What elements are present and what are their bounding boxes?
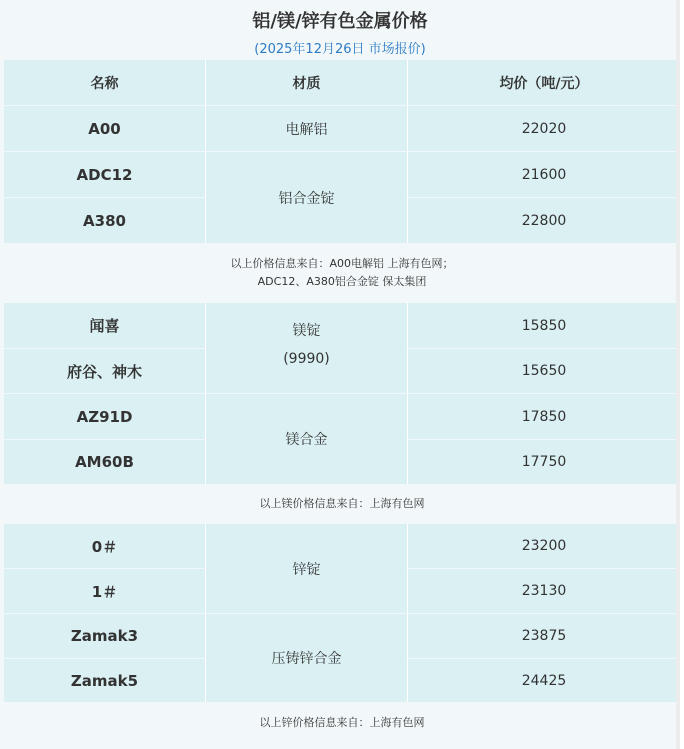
merged-material-cell: 压铸锌合金	[206, 614, 407, 702]
row-name: AZ91D	[76, 407, 133, 426]
divider	[407, 569, 408, 613]
note-line: ADC12、A380铝合金锭 保太集团	[257, 275, 427, 288]
row-name: 0＃	[91, 537, 118, 556]
divider	[407, 394, 408, 439]
source-note: 以上镁价格信息来自：上海有色网	[4, 485, 680, 523]
merged-material-cell: 铝合金锭	[206, 152, 407, 243]
source-note: 以上锌价格信息来自：上海有色网	[4, 703, 680, 743]
row-price: 15850	[521, 317, 567, 334]
row-price: 22800	[521, 212, 567, 229]
row-price: 24425	[521, 672, 567, 689]
source-note	[4, 244, 680, 302]
row-name: 1＃	[91, 582, 118, 601]
row-price: 23130	[521, 583, 567, 599]
row-price: 17850	[521, 408, 567, 425]
divider	[407, 198, 408, 243]
row-name: AM60B	[75, 453, 134, 471]
row-price: 15650	[521, 363, 567, 379]
divider	[407, 60, 408, 105]
row-name: ADC12	[76, 165, 133, 184]
divider	[407, 524, 408, 568]
material-line: 镁锭	[292, 323, 321, 339]
divider	[407, 440, 408, 484]
row-price: 17750	[521, 454, 567, 470]
divider	[407, 614, 408, 658]
scrollbar-track[interactable]	[676, 0, 680, 749]
material-line: (9990)	[283, 351, 330, 367]
divider	[407, 106, 408, 151]
divider	[205, 60, 206, 105]
header-name: 名称	[90, 75, 119, 92]
page-title: 铝/镁/锌有色金属价格	[252, 11, 428, 32]
note-line: 以上价格信息来自：A00电解铝 上海有色网；	[230, 257, 454, 270]
header-material: 材质	[292, 75, 321, 92]
merged-material-cell: 锌锭	[206, 524, 407, 613]
row-price: 22020	[521, 120, 567, 137]
row-name: Zamak3	[70, 627, 139, 645]
row-price: 23875	[521, 628, 567, 644]
divider	[407, 659, 408, 702]
row-name: 府谷、神木	[66, 362, 142, 381]
divider	[205, 106, 206, 151]
divider	[407, 152, 408, 197]
row-price: 23200	[521, 538, 567, 554]
table-row	[4, 106, 680, 151]
row-name: A00	[88, 119, 121, 138]
merged-material-cell	[206, 303, 407, 393]
table-header-row	[4, 60, 680, 105]
page-subtitle: (2025年12月26日 市场报价)	[254, 42, 426, 57]
divider	[407, 349, 408, 393]
row-name: Zamak5	[70, 671, 139, 690]
row-material: 电解铝	[285, 121, 328, 138]
row-price: 21600	[521, 166, 567, 183]
header-price: 均价（吨/元）	[499, 75, 589, 92]
row-name: A380	[83, 211, 126, 230]
divider	[407, 303, 408, 348]
merged-material-cell: 镁合金	[206, 394, 407, 484]
row-name: 闻喜	[89, 317, 120, 335]
